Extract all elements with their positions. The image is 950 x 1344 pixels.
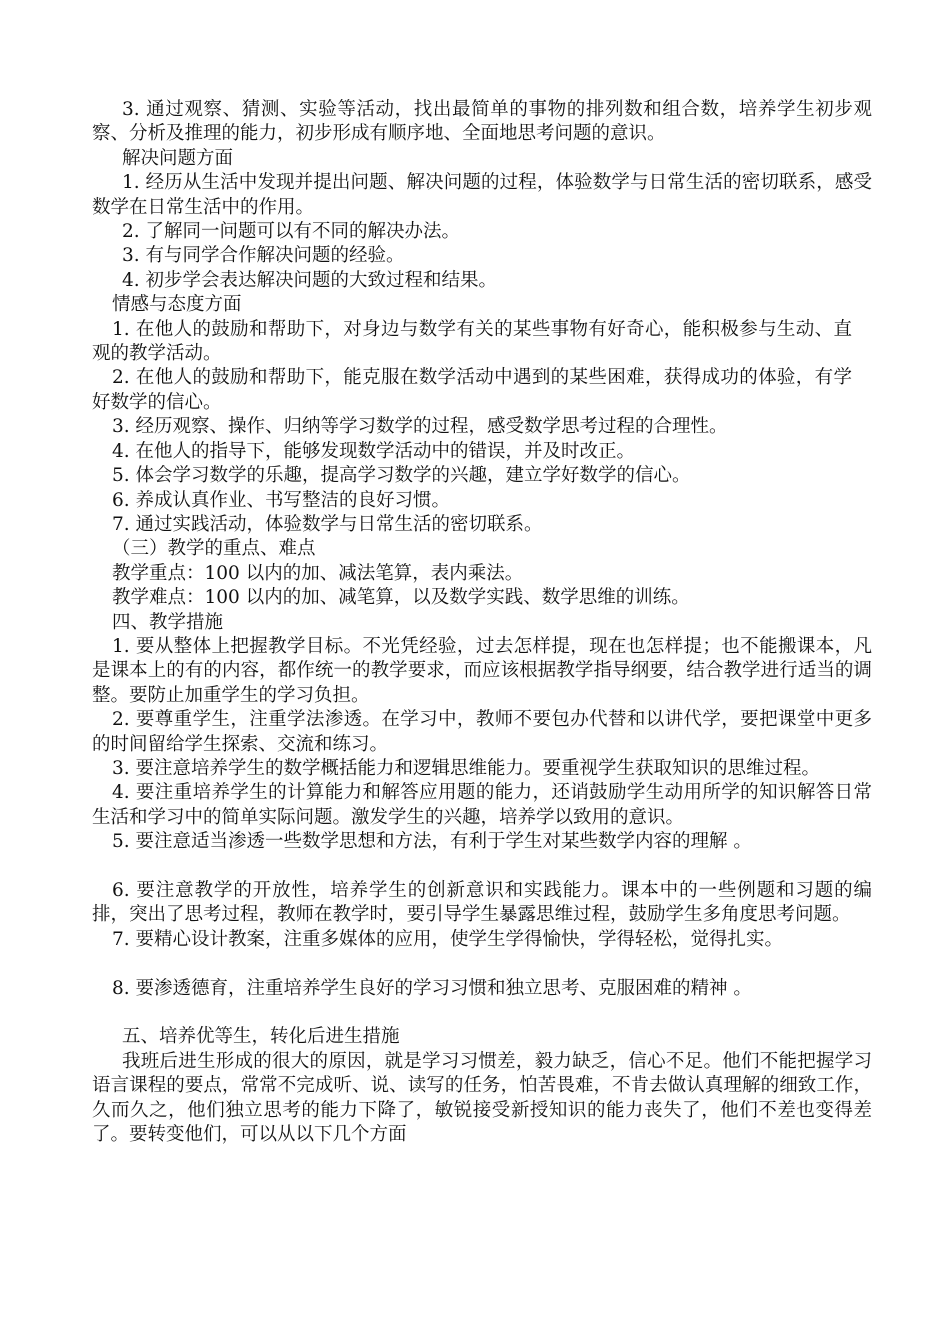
paragraph-emotion-1: 1. 在他人的鼓励和帮助下，对身边与数学有关的某些事物有好奇心，能积极参与生动、直观的教学活动。	[92, 318, 852, 365]
heading-emotion-attitude: 情感与态度方面	[112, 294, 242, 316]
blank-line	[92, 855, 872, 879]
paragraph-measure-1: 1. 要从整体上把握教学目标。不光凭经验，过去怎样提，现在也怎样提；也不能搬课本，凡是课本上的有的内容，都作统一的教学要求，而应该根据教学指导纲要，结合教学进行适当的调整。要防止加重学生的学习负担。	[92, 635, 872, 706]
paragraph-emotion-5: 5. 体会学习数学的乐趣，提高学习数学的兴趣，建立学好数学的信心。	[112, 465, 691, 487]
paragraph-measure-4: 4. 要注重培养学生的计算能力和解答应用题的能力，还诮鼓励学生动用所学的知识解答日常生活和学习中的简单实际问题。激发学生的兴趣，培养学以致用的意识。	[92, 782, 872, 828]
paragraph-emotion-3: 3. 经历观察、操作、归纳等学习数学的过程，感受数学思考过程的合理性。	[112, 416, 728, 438]
paragraph-problem-4: 4. 初步学会表达解决问题的大致过程和结果。	[122, 269, 498, 291]
paragraph-goal-3: 3. 通过观察、猜测、实验等活动，找出最简单的事物的排列数和组合数，培养学生初步观察、分析及推理的能力，初步形成有顺序地、全面地思考问题的意识。	[92, 99, 872, 145]
paragraph-measure-2: 2. 要尊重学生，注重学法渗透。在学习中，教师不要包办代替和以讲代学，要把课堂中更多的时间留给学生探索、交流和练习。	[92, 709, 872, 755]
paragraph-emotion-2: 2. 在他人的鼓励和帮助下，能克服在数学活动中遇到的某些困难，获得成功的体验，有学好数学的信心。	[92, 367, 852, 413]
blank-line	[92, 1001, 872, 1025]
paragraph-problem-1: 1. 经历从生活中发现并提出问题、解决问题的过程，体验数学与日常生活的密切联系，感受数学在日常生活中的作用。	[92, 172, 872, 218]
paragraph-emotion-6: 6. 养成认真作业、书写整洁的良好习惯。	[112, 489, 451, 511]
paragraph-measure-3: 3. 要注意培养学生的数学概括能力和逻辑思维能力。要重视学生获取知识的思维过程。	[112, 757, 821, 779]
paragraph-measure-8: 8. 要渗透德育，注重培养学生良好的学习习惯和独立思考、克服困难的精神 。	[112, 977, 752, 999]
heading-student-measures: 五、培养优等生，转化后进生措施	[122, 1026, 400, 1048]
paragraph-measure-7: 7. 要精心设计教案，注重多媒体的应用，使学生学得愉快，学得轻松，觉得扎实。	[112, 928, 784, 950]
paragraph-emotion-4: 4. 在他人的指导下，能够发现数学活动中的错误，并及时改正。	[112, 440, 636, 462]
document-page	[92, 98, 872, 1147]
paragraph-measure-6: 6. 要注意教学的开放性，培养学生的创新意识和实践能力。课本中的一些例题和习题的编排，突出了思考过程，教师在教学时，要引导学生暴露思维过程，鼓励学生多角度思考问题。	[92, 879, 872, 926]
paragraph-problem-3: 3. 有与同学合作解决问题的经验。	[122, 245, 405, 267]
paragraph-emotion-7: 7. 通过实践活动，体验数学与日常生活的密切联系。	[112, 513, 543, 535]
heading-teaching-measures: 四、教学措施	[112, 611, 224, 633]
paragraph-difficult-point: 教学难点：100 以内的加、减笔算，以及数学实践、数学思维的训练。	[112, 587, 690, 609]
heading-problem-solving: 解决问题方面	[122, 147, 234, 169]
heading-key-points: （三）教学的重点、难点	[112, 538, 316, 560]
blank-line	[92, 952, 872, 976]
paragraph-student-measures: 我班后进生形成的很大的原因，就是学习习惯差，毅力缺乏，信心不足。他们不能把握学习语言课程的要点，常常不完成听、说、读写的任务，怕苦畏难，不肯去做认真理解的细致工作，久而久之，他们独立思考的能力下降了，敏锐接受新授知识的能力丧失了，他们不差也变得差了。要转变他们，可以从以下几个方面	[92, 1050, 872, 1146]
paragraph-key-point: 教学重点：100 以内的加、减法笔算，表内乘法。	[112, 562, 524, 584]
paragraph-measure-5: 5. 要注意适当渗透一些数学思想和方法，有利于学生对某些数学内容的理解 。	[112, 831, 752, 853]
paragraph-problem-2: 2. 了解同一问题可以有不同的解决办法。	[122, 221, 461, 243]
